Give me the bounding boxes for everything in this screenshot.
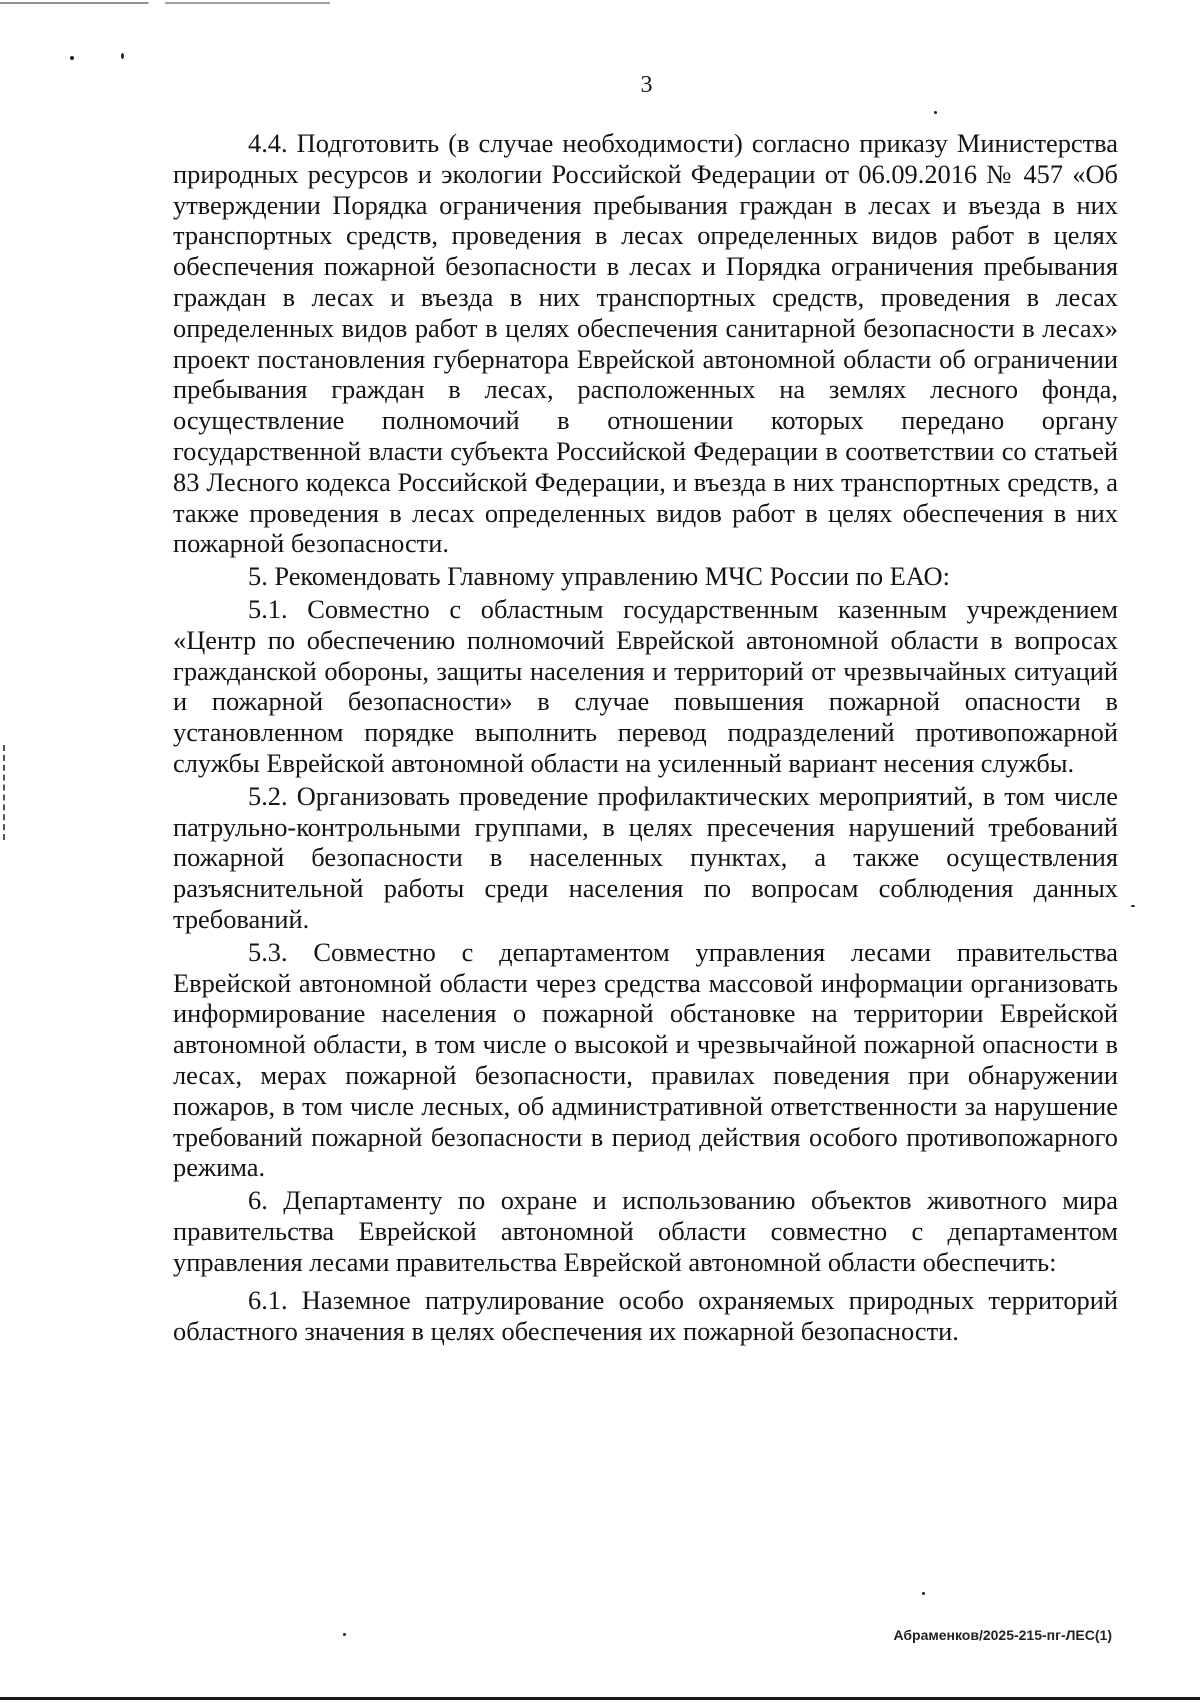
scan-artifact-top-line	[0, 2, 330, 4]
scan-speck	[934, 111, 937, 114]
page-number: 3	[640, 72, 653, 98]
paragraph-4-4: 4.4. Подготовить (в случае необходимости) согласно приказу Министерства природных ресурсов и экологии Российской Федерации от 06.09.2016 № 457 «Об утверждении Порядка ограничения пребывания граждан в лесах и въезда в них транспортных средств, проведения в лесах определенных видов работ в целях обеспечения пожарной безопасности в лесах и Порядка ограничения пребывания граждан в лесах и въезда в них транспортных средств, проведения в лесах определенных видов работ в целях обеспечения санитарной безопасности в лесах» проект постановления губернатора Еврейской автономной области об ограничении пребывания граждан в лесах, расположенных на землях лесного фонда, осуществление полномочий в отношении которых передано органу государственной власти субъекта Российской Федерации в соответствии со статьей 83 Лесного кодекса Российской Федерации, и въезда в них транспортных средств, а также проведения в лесах определенных видов работ в целях обеспечения в них пожарной безопасности.	[173, 128, 1118, 559]
paragraph-5-2: 5.2. Организовать проведение профилактических мероприятий, в том числе патрульно-контрольными группами, в целях пресечения нарушений требований пожарной безопасности в населенных пунктах, а также осуществления разъяснительной работы среди населения по вопросам соблюдения данных требований.	[173, 780, 1118, 934]
paragraph-5-1: 5.1. Совместно с областным государственным казенным учреждением «Центр по обеспечению полномочий Еврейской автономной области в вопросах гражданской обороны, защиты населения и территорий от чрезвычайных ситуаций и пожарной безопасности» в случае повышения пожарной опасности в установленном порядке выполнить перевод подразделений противопожарной службы Еврейской автономной области на усиленный вариант несения службы.	[173, 593, 1118, 778]
paragraph-6-1: 6.1. Наземное патрулирование особо охраняемых природных территорий областного значения в целях обеспечения их пожарной безопасности.	[173, 1285, 1118, 1347]
document-reference-code: Абраменков/2025-215-пг-ЛЕС(1)	[893, 1627, 1112, 1643]
paragraph-5-3: 5.3. Совместно с департаментом управления лесами правительства Еврейской автономной области через средства массовой информации организовать информирование населения о пожарной обстановке на территории Еврейской автономной области, в том числе о высокой и чрезвычайной пожарной опасности в лесах, мерах пожарной безопасности, правилах поведения при обнаружении пожаров, в том числе лесных, об административной ответственности за нарушение требований пожарной безопасности в период действия особого противопожарного режима.	[173, 936, 1118, 1183]
document-body	[173, 128, 1118, 1347]
paragraph-6: 6. Департаменту по охране и использованию объектов животного мира правительства Еврейской автономной области совместно с департаментом управления лесами правительства Еврейской автономной области обеспечить:	[173, 1185, 1118, 1277]
scan-artifact-bottom-line	[0, 1697, 1200, 1700]
scan-speck	[70, 56, 74, 60]
scan-speck	[343, 1633, 346, 1636]
scan-artifact-left-edge	[3, 745, 5, 840]
scan-speck	[922, 1592, 925, 1595]
scan-speck	[121, 53, 124, 59]
paragraph-5: 5. Рекомендовать Главному управлению МЧС России по ЕАО:	[248, 561, 950, 592]
scan-speck	[1131, 905, 1135, 907]
